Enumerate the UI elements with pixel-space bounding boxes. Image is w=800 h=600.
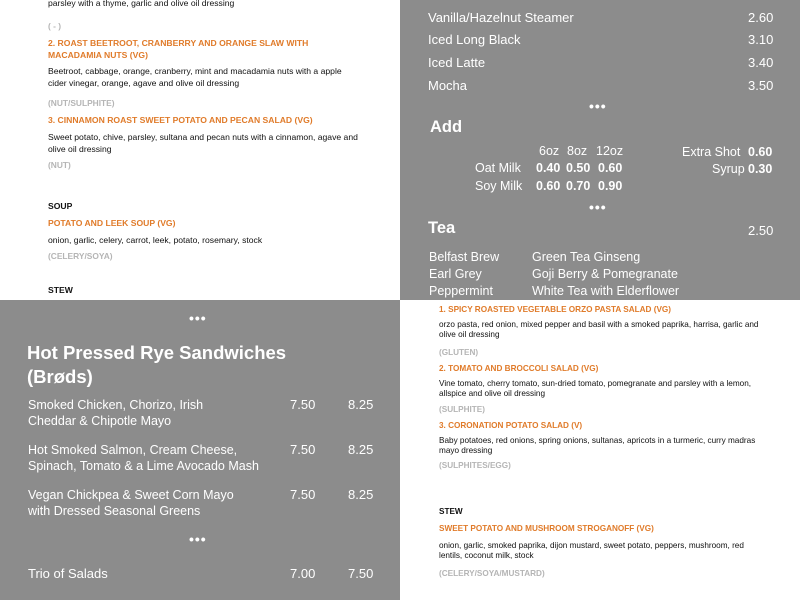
- salad-2-title: 2. TOMATO AND BROCCOLI SALAD (VG): [439, 364, 599, 373]
- salad-3-description: Baby potatoes, red onions, spring onions, sultanas, apricots in a turmeric, curry madras mayo dressing: [439, 436, 756, 455]
- stew-title: SWEET POTATO AND MUSHROOM STROGANOFF (VG): [439, 524, 654, 533]
- soup-allergens: (CELERY/SOYA): [48, 251, 113, 261]
- tea-name: Goji Berry & Pomegranate: [532, 267, 678, 281]
- salad-3-allergens: (NUT): [48, 160, 71, 170]
- sandwich-price-regular: 7.50: [290, 397, 316, 412]
- tea-name: Peppermint: [429, 284, 493, 298]
- milk-name: Soy Milk: [475, 179, 523, 193]
- divider-dots: •••: [189, 310, 207, 326]
- tea-name: White Tea with Elderflower: [532, 284, 680, 298]
- divider-dots: •••: [589, 98, 607, 114]
- soup-description: onion, garlic, celery, carrot, leek, potato, rosemary, stock: [48, 235, 263, 245]
- salad-3-description: Sweet potato, chive, parsley, sultana and pecan nuts with a cinnamon, agave and olive oil dressing: [48, 132, 358, 154]
- drink-price: 3.50: [748, 78, 774, 93]
- size-label: 8oz: [567, 144, 588, 158]
- tea-name: Belfast Brew: [429, 250, 500, 264]
- stew-heading: STEW: [439, 507, 463, 516]
- drink-name: Iced Latte: [428, 55, 486, 70]
- sandwich-price-large: 8.25: [348, 442, 374, 457]
- trio-salads-name: Trio of Salads: [28, 566, 108, 581]
- salad-2-allergens: (NUT/SULPHITE): [48, 98, 115, 108]
- tea-name: Green Tea Ginseng: [532, 250, 641, 264]
- trio-price-regular: 7.00: [290, 566, 316, 581]
- salad-1-allergens: ( - ): [48, 21, 62, 31]
- salad-2-description: Vine tomato, cherry tomato, sun-dried tomato, pomegranate and parsley with a lemon, allspice and olive oil dressing: [439, 379, 752, 398]
- milk-price: 0.90: [598, 179, 623, 193]
- soup-heading: SOUP: [48, 201, 73, 211]
- size-label: 6oz: [539, 144, 560, 158]
- divider-dots: •••: [189, 531, 207, 547]
- salad-1-allergens: (GLUTEN): [439, 348, 479, 357]
- drink-name: Mocha: [428, 78, 468, 93]
- salad-menu-page-top: [0, 0, 400, 300]
- sandwich-price-regular: 7.50: [290, 442, 316, 457]
- drink-name: Vanilla/Hazelnut Steamer: [428, 10, 574, 25]
- extra-name: Extra Shot: [682, 145, 741, 159]
- milk-price: 0.60: [536, 179, 561, 193]
- salad-2-title: 2. ROAST BEETROOT, CRANBERRY AND ORANGE SLAW WITH MACADAMIA NUTS (VG): [48, 38, 309, 60]
- stew-allergens: (CELERY/SOYA/MUSTARD): [439, 569, 545, 578]
- salad-1-title: 1. SPICY ROASTED VEGETABLE ORZO PASTA SALAD (VG): [439, 305, 671, 314]
- salad-3-title: 3. CINNAMON ROAST SWEET POTATO AND PECAN SALAD (VG): [48, 115, 313, 125]
- salad-2-allergens: (SULPHITE): [439, 405, 485, 414]
- divider-dots: •••: [589, 199, 607, 215]
- sandwich-price-large: 8.25: [348, 397, 374, 412]
- tea-heading: Tea: [428, 219, 456, 237]
- milk-name: Oat Milk: [475, 161, 521, 175]
- extra-name: Syrup: [712, 162, 745, 176]
- drink-price: 3.40: [748, 55, 774, 70]
- salad-3-title: 3. CORONATION POTATO SALAD (V): [439, 421, 583, 430]
- sandwich-price-regular: 7.50: [290, 487, 316, 502]
- stew-heading: STEW: [48, 285, 73, 295]
- milk-price: 0.40: [536, 161, 561, 175]
- soup-title: POTATO AND LEEK SOUP (VG): [48, 218, 176, 228]
- milk-price: 0.70: [566, 179, 591, 193]
- sandwich-heading: Hot Pressed Rye Sandwiches (Brøds): [27, 342, 287, 387]
- tea-price: 2.50: [748, 223, 774, 238]
- sandwich-price-large: 8.25: [348, 487, 374, 502]
- salad-3-allergens: (SULPHITES/EGG): [439, 461, 511, 470]
- sandwich-menu-page: [0, 300, 400, 600]
- extra-price: 0.60: [748, 145, 773, 159]
- stew-description: onion, garlic, smoked paprika, dijon mustard, sweet potato, peppers, mushroom, red lentils, coconut milk, stock: [439, 541, 744, 560]
- drink-price: 3.10: [748, 32, 774, 47]
- tea-name: Earl Grey: [429, 267, 482, 281]
- trio-price-large: 7.50: [348, 566, 374, 581]
- drinks-menu-page: [400, 0, 800, 300]
- sandwich-name: Vegan Chickpea & Sweet Corn Mayo with Dressed Seasonal Greens: [28, 488, 234, 518]
- milk-price: 0.60: [598, 161, 623, 175]
- add-heading: Add: [430, 118, 463, 136]
- salad-1-description: orzo pasta, red onion, mixed pepper and basil with a smoked paprika, harrisa, garlic and olive oil dressing: [439, 320, 759, 339]
- sandwich-name: Hot Smoked Salmon, Cream Cheese, Spinach, Tomato & a Lime Avocado Mash: [28, 443, 259, 473]
- salad-1-description: parsley with a thyme, garlic and olive oil dressing: [48, 0, 235, 8]
- drink-name: Iced Long Black: [428, 32, 521, 47]
- drink-price: 2.60: [748, 10, 774, 25]
- milk-price: 0.50: [566, 161, 591, 175]
- sandwich-name: Smoked Chicken, Chorizo, Irish Cheddar & Chipotle Mayo: [28, 398, 204, 428]
- size-label: 12oz: [596, 144, 624, 158]
- salad-2-description: Beetroot, cabbage, orange, cranberry, mint and macadamia nuts with a apple cider vinegar, orange, agave and olive oil dressing: [48, 66, 342, 88]
- extra-price: 0.30: [748, 162, 773, 176]
- salad-menu-page-bottom: [400, 300, 800, 600]
